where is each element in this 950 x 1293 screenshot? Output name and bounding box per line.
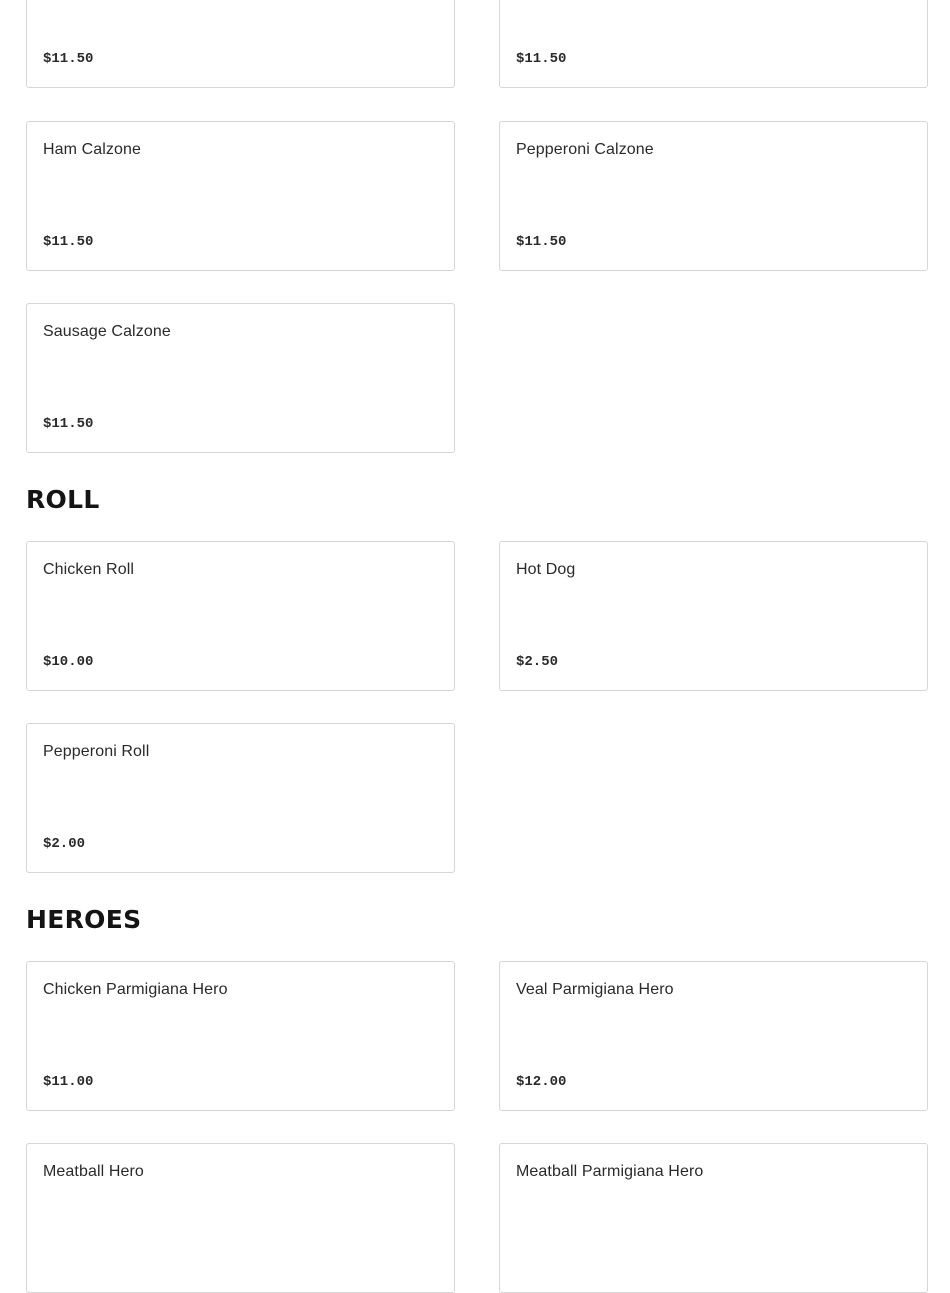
menu-item-price: $12.00	[516, 1074, 567, 1090]
menu-item-price: $2.00	[43, 836, 86, 852]
menu-item-card-ham-calzone[interactable]	[26, 121, 455, 271]
menu-item-price: $11.50	[43, 416, 94, 432]
section-heading-roll: ROLL	[26, 485, 100, 514]
menu-item-card[interactable]	[26, 0, 455, 88]
menu-item-card[interactable]	[499, 0, 928, 88]
menu-item-card-veal-parmigiana-hero[interactable]	[499, 961, 928, 1111]
menu-item-name: Meatball Parmigiana Hero	[516, 1163, 704, 1180]
menu-item-price: $11.00	[43, 1074, 94, 1090]
menu-item-card-pepperoni-roll[interactable]	[26, 723, 455, 873]
menu-item-price: $10.00	[43, 654, 94, 670]
menu-item-name: Chicken Roll	[43, 561, 135, 578]
menu-item-name: Veal Parmigiana Hero	[516, 981, 674, 998]
menu-item-price: $11.50	[516, 51, 567, 67]
menu-item-name: Ham Calzone	[43, 141, 142, 158]
menu-item-name: Chicken Parmigiana Hero	[43, 981, 228, 998]
menu-item-card-pepperoni-calzone[interactable]	[499, 121, 928, 271]
menu-item-price: $11.50	[43, 234, 94, 250]
menu-item-card-chicken-roll[interactable]	[26, 541, 455, 691]
menu-item-price: $11.50	[516, 234, 567, 250]
menu-item-price: $2.50	[516, 654, 559, 670]
menu-item-name: Meatball Hero	[43, 1163, 144, 1180]
menu-item-card-sausage-calzone[interactable]	[26, 303, 455, 453]
menu-item-card-hot-dog[interactable]	[499, 541, 928, 691]
menu-item-card-meatball-hero[interactable]	[26, 1143, 455, 1293]
section-heading-heroes: HEROES	[26, 905, 142, 934]
menu-item-name: Pepperoni Calzone	[516, 141, 654, 158]
menu-item-name: Sausage Calzone	[43, 323, 171, 340]
menu-item-name: Pepperoni Roll	[43, 743, 150, 760]
menu-item-name: Hot Dog	[516, 561, 576, 578]
menu-item-price: $11.50	[43, 51, 94, 67]
menu-item-card-meatball-parmigiana-hero[interactable]	[499, 1143, 928, 1293]
menu-item-card-chicken-parmigiana-hero[interactable]	[26, 961, 455, 1111]
